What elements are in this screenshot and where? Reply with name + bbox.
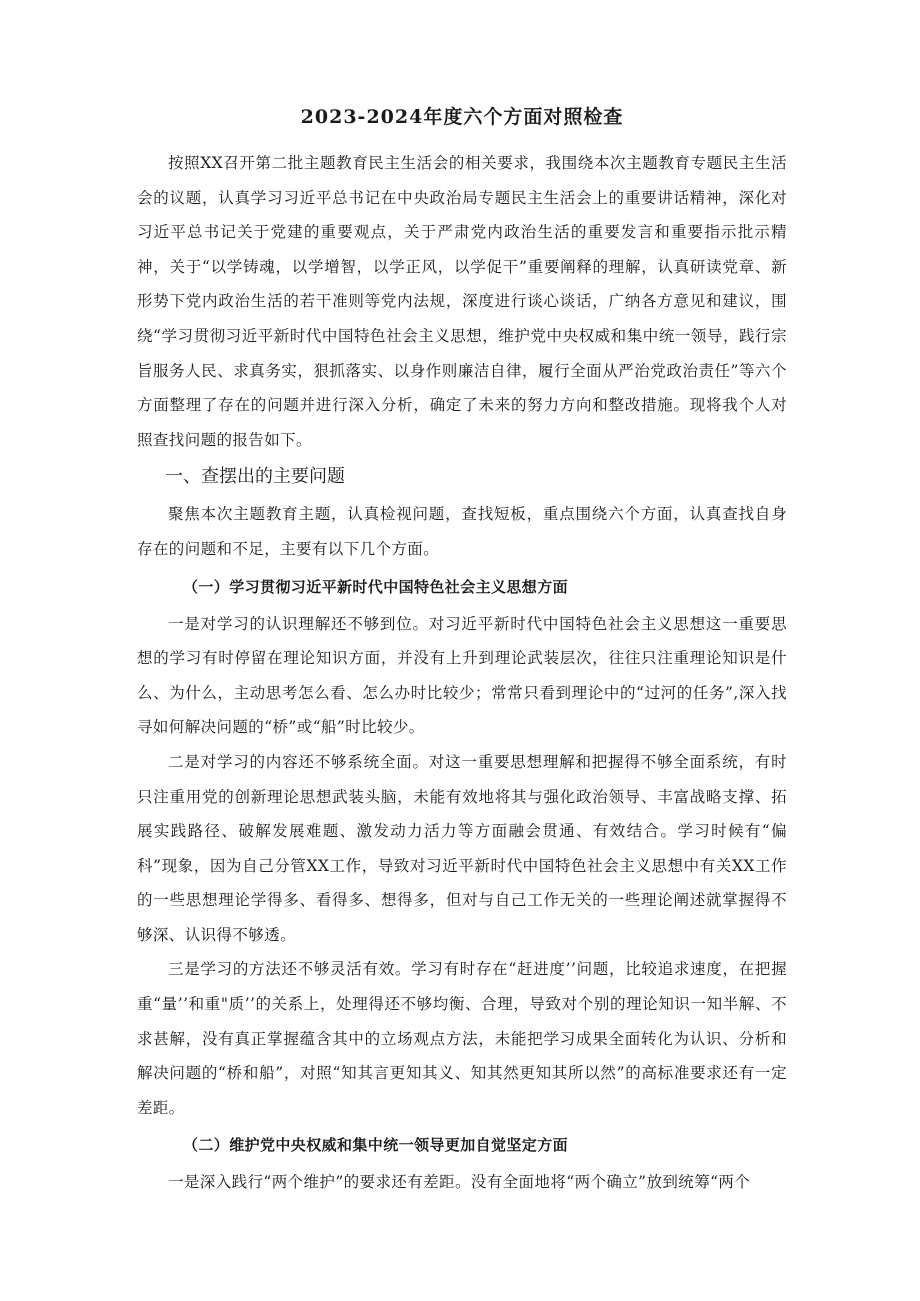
intro-paragraph: 按照XX召开第二批主题教育民主生活会的相关要求，我围绕本次主题教育专题民主生活会的议题，认真学习习近平总书记在中央政治局专题民主生活会上的重要讲话精神，深化对习近平总书记关于党建的重要观点，关于严肃党内政治生活的重要发言和重要指示批示精神，关于“以学铸魂，以学增智，以学正风，以学促干”重要阐释的理解，认真研读党章、新形势下党内政治生活的若干准则等党内法规，深度进行谈心谈话，广纳各方意见和建议，围绕“学习贯彻习近平新时代中国特色社会主义思想，维护党中央权威和集中统一领导，践行宗旨服务人民、求真务实，狠抓落实、以身作则廉洁自律，履行全面从严治党政治责任”等六个方面整理了存在的问题并进行深入分析，确定了未来的努力方向和整改措施。现将我个人对照查找问题的报告如下。 (137, 154, 788, 449)
body-paragraph: 二是对学习的内容还不够系统全面。对这一重要思想理解和把握得不够全面系统，有时只注重用党的创新理论思想武装头脑，未能有效地将其与强化政治领导、丰富战略支撑、拓展实践路径、破解发展难题、激发动力活力等方面融会贯通、有效结合。学习时候有“偏科”现象，因为自己分管XX工作，导致对习近平新时代中国特色社会主义思想中有关XX工作的一些思想理论学得多、看得多、想得多，但对与自己工作无关的一些理论阐述就掌握得不够深、认识得不够透。 (137, 752, 787, 944)
section-heading: 一、查摆出的主要问题 (165, 466, 345, 488)
section-intro-paragraph: 聚焦本次主题教育主题，认真检视问题，查找短板，重点围绕六个方面，认真查找自身存在的问题和不足，主要有以下几个方面。 (137, 505, 787, 558)
body-paragraph: 一是深入践行“两个维护”的要求还有差距。没有全面地将“两个确立”放到统筹“两个 (168, 1173, 751, 1192)
body-paragraph: 一是对学习的认识理解还不够到位。对习近平新时代中国特色社会主义思想这一重要思想的学习有时停留在理论知识方面，并没有上升到理论武装层次，往往只注重理论知识是什么、为什么，主动思考怎么看、怎么办时比较少；常常只看到理论中的“过河的任务”,深入找寻如何解决问题的“桥”或“船”时比较少。 (137, 614, 787, 737)
document-title: 2023-2024年度六个方面对照检查 (300, 106, 624, 128)
body-paragraph: 三是学习的方法还不够灵活有效。学习有时存在“赶进度’’问题，比较追求速度，在把握重“量’’和重"质’’的关系上，处理得还不够均衡、合理，导致对个别的理论知识一知半解、不求甚解，没有真正掌握蕴含其中的立场观点方法，未能把学习成果全面转化为认识、分析和解决问题的“桥和船”，对照“知其言更知其义、知其然更知其所以然”的高标准要求还有一定差距。 (137, 960, 787, 1117)
subsection-heading: （二）维护党中央权威和集中统一领导更加自觉坚定方面 (183, 1136, 569, 1155)
subsection-heading: （一）学习贯彻习近平新时代中国特色社会主义思想方面 (183, 577, 569, 596)
document-page (137, 100, 787, 1200)
